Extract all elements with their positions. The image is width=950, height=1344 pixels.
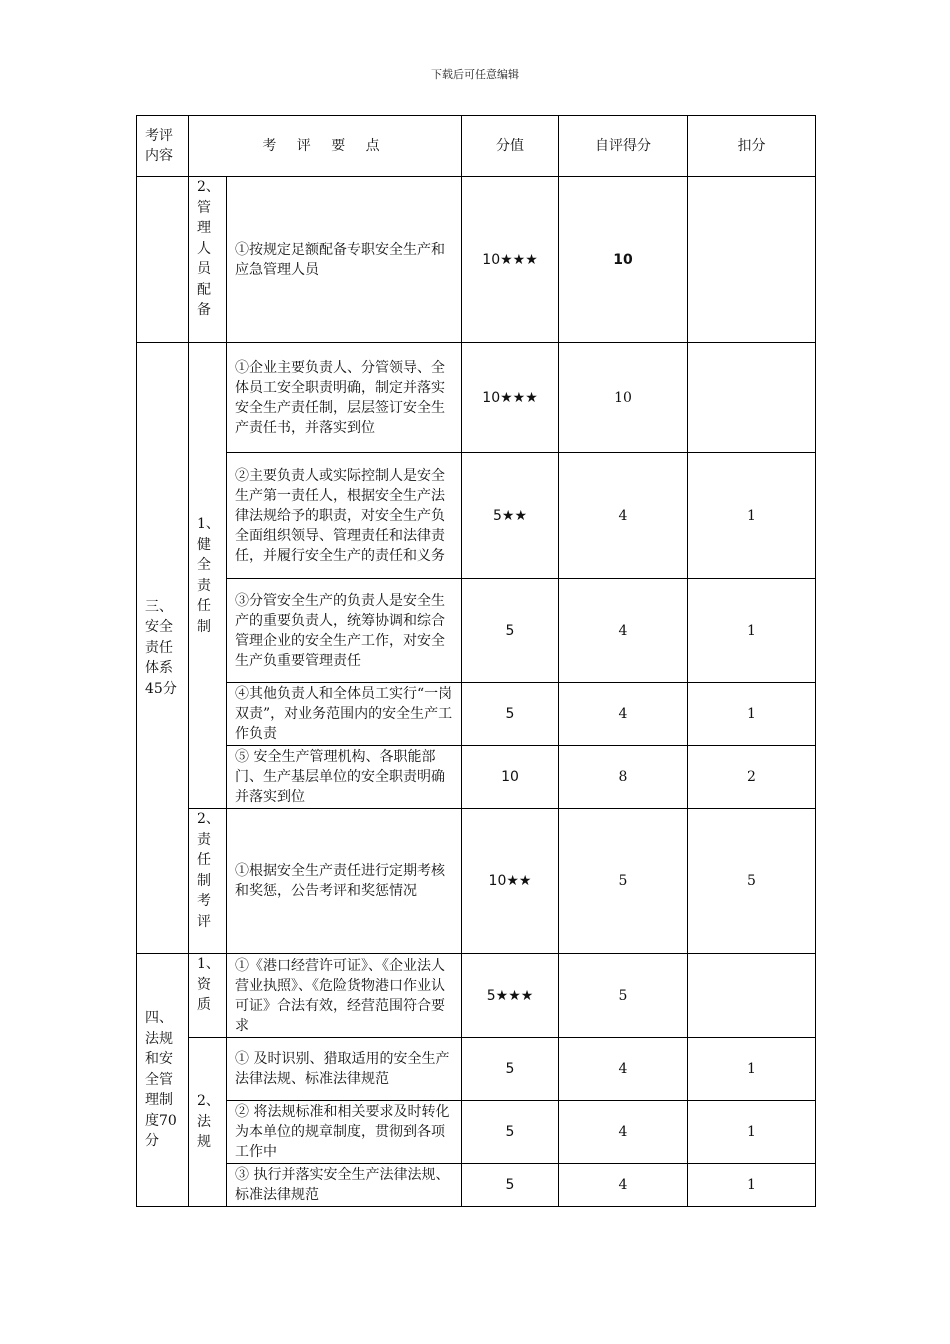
deduction: 1 xyxy=(688,1038,816,1101)
table-header-row xyxy=(137,116,816,177)
self-score: 8 xyxy=(559,746,688,809)
score-value: 10★★★ xyxy=(462,343,559,453)
deduction: 1 xyxy=(688,683,816,746)
evaluation-point: ①按规定足额配备专职安全生产和应急管理人员 xyxy=(227,177,462,343)
header-self-score: 自评得分 xyxy=(559,116,688,177)
page-header-note: 下载后可任意编辑 xyxy=(431,68,519,81)
category-cell xyxy=(137,177,189,343)
score-value: 5 xyxy=(462,1101,559,1164)
self-score: 4 xyxy=(559,683,688,746)
self-score: 4 xyxy=(559,579,688,683)
self-score: 10 xyxy=(559,177,688,343)
evaluation-point: ① 及时识别、猎取适用的安全生产法律法规、标准法律规范 xyxy=(227,1038,462,1101)
evaluation-point: ②主要负责人或实际控制人是安全生产第一责任人，根据安全生产法律法规给予的职责，对安全生产负全面组织领导、管理责任和法律责任，并履行安全生产的责任和义务 xyxy=(227,453,462,579)
evaluation-point: ④其他负责人和全体员工实行“一岗双责”，对业务范围内的安全生产工作负责 xyxy=(227,683,462,746)
score-value: 5 xyxy=(462,579,559,683)
table-row xyxy=(137,1101,816,1164)
deduction: 5 xyxy=(688,809,816,954)
table-row xyxy=(137,809,816,954)
self-score: 10 xyxy=(559,343,688,453)
header-deduction: 扣分 xyxy=(688,116,816,177)
self-score: 5 xyxy=(559,809,688,954)
deduction xyxy=(688,954,816,1038)
self-score: 4 xyxy=(559,1101,688,1164)
table-row xyxy=(137,177,816,343)
subitem-cell: 1、资质 xyxy=(189,954,227,1038)
evaluation-point: ③分管安全生产的负责人是安全生产的重要负责人，统筹协调和综合管理企业的安全生产工作，对安全生产负重要管理责任 xyxy=(227,579,462,683)
score-value: 10 xyxy=(462,746,559,809)
evaluation-table xyxy=(136,115,816,1207)
table-row xyxy=(137,954,816,1038)
evaluation-point: ② 将法规标准和相关要求及时转化为本单位的规章制度，贯彻到各项工作中 xyxy=(227,1101,462,1164)
subitem-cell: 1、健全责任制 xyxy=(189,343,227,809)
deduction xyxy=(688,343,816,453)
table-row xyxy=(137,1038,816,1101)
subitem-cell: 2、法规 xyxy=(189,1038,227,1207)
header-category: 考评内容 xyxy=(137,116,189,177)
deduction: 1 xyxy=(688,453,816,579)
table-row xyxy=(137,683,816,746)
score-value: 5 xyxy=(462,683,559,746)
header-score: 分值 xyxy=(462,116,559,177)
evaluation-point: ③ 执行并落实安全生产法律法规、标准法律规范 xyxy=(227,1164,462,1207)
deduction: 2 xyxy=(688,746,816,809)
score-value: 5 xyxy=(462,1164,559,1207)
self-score: 5 xyxy=(559,954,688,1038)
self-score: 4 xyxy=(559,1038,688,1101)
table-row xyxy=(137,579,816,683)
score-value: 10★★★ xyxy=(462,177,559,343)
subitem-cell: 2、管理人员配备 xyxy=(189,177,227,343)
table-row xyxy=(137,1164,816,1207)
evaluation-point: ①《港口经营许可证》、《企业法人营业执照》、《危险货物港口作业认可证》合法有效，经营范围符合要求 xyxy=(227,954,462,1038)
deduction: 1 xyxy=(688,1101,816,1164)
score-value: 5★★ xyxy=(462,453,559,579)
evaluation-point: ①企业主要负责人、分管领导、全体员工安全职责明确，制定并落实安全生产责任制，层层签订安全生产责任书，并落实到位 xyxy=(227,343,462,453)
category-cell: 四、法规和安全管理制度70分 xyxy=(137,954,189,1207)
self-score: 4 xyxy=(559,1164,688,1207)
table-row xyxy=(137,453,816,579)
header-points: 考 评 要 点 xyxy=(189,116,462,177)
score-value: 5★★★ xyxy=(462,954,559,1038)
self-score: 4 xyxy=(559,453,688,579)
evaluation-point: ①根据安全生产责任进行定期考核和奖惩，公告考评和奖惩情况 xyxy=(227,809,462,954)
deduction xyxy=(688,177,816,343)
category-cell: 三、安全责任体系45分 xyxy=(137,343,189,954)
score-value: 10★★ xyxy=(462,809,559,954)
subitem-cell: 2、责任制考评 xyxy=(189,809,227,954)
deduction: 1 xyxy=(688,579,816,683)
score-value: 5 xyxy=(462,1038,559,1101)
evaluation-point: ⑤ 安全生产管理机构、各职能部门、生产基层单位的安全职责明确并落实到位 xyxy=(227,746,462,809)
table-row xyxy=(137,343,816,453)
table-row xyxy=(137,746,816,809)
deduction: 1 xyxy=(688,1164,816,1207)
